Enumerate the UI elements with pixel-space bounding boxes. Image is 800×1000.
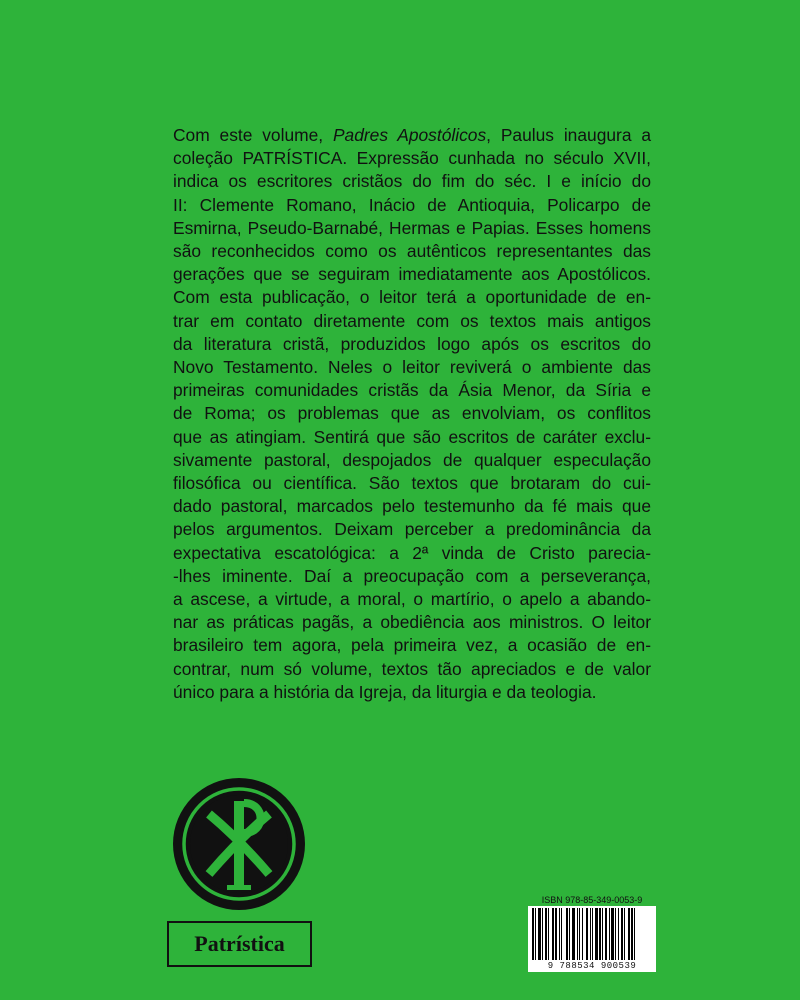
blurb-line: a ascese, a virtude, a moral, o martírio, o apelo a abando- [173, 589, 651, 610]
blurb-line: trar em contato diretamente com os textos mais antigos [173, 310, 651, 331]
blurb-line: filosófica ou científica. São textos que brotaram do cui- [173, 473, 651, 494]
isbn-text: ISBN 978-85-349-0053-9 [541, 895, 643, 905]
blurb-line: dado pastoral, marcados pelo testemunho da fé mais que [173, 496, 651, 517]
blurb-line: indica os escritores cristãos do fim do séc. I e início do [173, 171, 651, 192]
blurb-line: pelos argumentos. Deixam perceber a predominância da [173, 519, 651, 540]
blurb-line: são reconhecidos como os autênticos representantes das [173, 241, 651, 262]
collection-label: Patrística [167, 921, 312, 967]
blurb-line: de Roma; os problemas que as envolviam, os conflitos [173, 403, 651, 424]
blurb-line: brasileiro tem agora, pela primeira vez, a ocasião de en- [173, 635, 651, 656]
isbn-barcode [528, 895, 656, 975]
blurb-line: sivamente pastoral, despojados de qualquer especulação [173, 449, 651, 470]
blurb-line: coleção PATRÍSTICA. Expressão cunhada no século XVII, [173, 148, 651, 169]
blurb-line: único para a história da Igreja, da liturgia e da teologia. [173, 681, 597, 702]
blurb-line: gerações que se seguiram imediatamente aos Apostólicos. [173, 264, 651, 285]
chi-rho-icon [172, 777, 306, 911]
blurb-line: -lhes iminente. Daí a preocupação com a perseverança, [173, 565, 651, 586]
blurb-line: Com esta publicação, o leitor terá a oportunidade de en- [173, 287, 651, 308]
blurb-line: Esmirna, Pseudo-Barnabé, Hermas e Papias. Esses homens [173, 217, 651, 238]
blurb-line: que as atingiam. Sentirá que são escritos de caráter exclu- [173, 426, 651, 447]
back-cover-blurb [173, 124, 651, 704]
barcode-digits: 9 788534 900539 [528, 960, 656, 972]
blurb-line: expectativa escatológica: a 2ª vinda de Cristo parecia- [173, 542, 651, 563]
blurb-line: Com este volume, Padres Apostólicos, Paulus inaugura a [173, 125, 651, 145]
blurb-line: da literatura cristã, produzidos logo após os escritos do [173, 333, 651, 354]
blurb-line: nar as práticas pagãs, a obediência aos ministros. O leitor [173, 612, 651, 633]
blurb-line: primeiras comunidades cristãs da Ásia Menor, da Síria e [173, 380, 651, 401]
blurb-line: contrar, num só volume, textos tão apreciados e de valor [173, 658, 651, 679]
barcode-bars [528, 906, 656, 960]
blurb-line: II: Clemente Romano, Inácio de Antioquia, Policarpo de [173, 194, 651, 215]
blurb-line: Novo Testamento. Neles o leitor reviverá o ambiente das [173, 357, 651, 378]
